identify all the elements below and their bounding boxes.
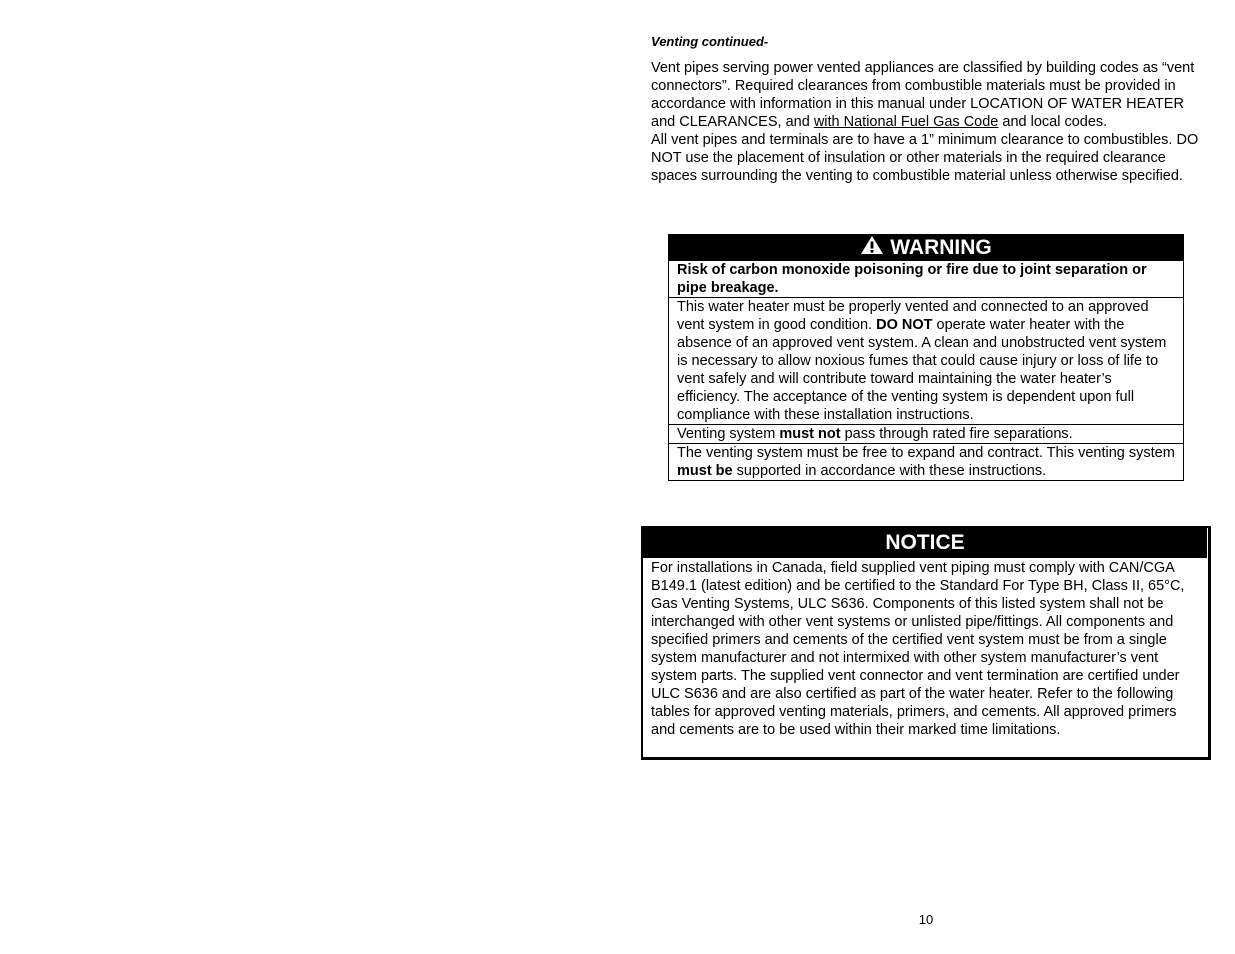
para1-text: Vent pipes serving power vented appliances are classified by building codes as “vent connectors”. Required clearances from combustible materials must be provided in accordance with information in this manual under LOCATION OF WATER HEATER and CLEARANCES, and [651, 60, 1195, 130]
section-heading: Venting continued- [651, 34, 769, 49]
warning-header [669, 235, 1183, 261]
warning-item1-post: operate water heater with the absence of an approved vent system. A clean and unobstructed vent system is necessary to allow noxious fumes that could cause injury or loss of life to vent safely and will contribute toward maintaining the water heater’s efficiency. The acceptance of the venting system is dependent upon full compliance with these installation instructions. [677, 317, 1167, 423]
warning-item-fire-separations [669, 424, 1183, 443]
warning-item2-bold: must not [779, 426, 841, 442]
notice-box [641, 526, 1211, 760]
page-number: 10 [918, 912, 934, 927]
warning-item2-post: pass through rated fire separations. [840, 426, 1073, 442]
warning-item1-bold: DO NOT [876, 317, 933, 333]
warning-item3-post: supported in accordance with these instructions. [732, 463, 1047, 479]
warning-title: WARNING [890, 236, 992, 259]
warning-triangle-icon [860, 235, 890, 262]
notice-title: NOTICE [643, 528, 1207, 558]
warning-item-expansion [669, 443, 1183, 480]
warning-item3-bold: must be [677, 463, 733, 479]
venting-section [651, 34, 1203, 194]
warning-item1-pre: This water heater must be properly vented and connected to an approved vent system in good condition. [677, 299, 1149, 333]
warning-item2-pre: Venting system [677, 426, 780, 442]
clearance-paragraph: All vent pipes and terminals are to have a 1” minimum clearance to combustibles. DO NOT use the placement of insulation or other materials in the required clearance spaces surrounding the venting to combustible material unless otherwise specified. [651, 132, 1199, 184]
warning-item-venting-required [669, 297, 1183, 424]
warning-hazard: Risk of carbon monoxide poisoning or fire due to joint separation or pipe breakage. [677, 262, 1147, 296]
vent-connectors-paragraph [651, 59, 1203, 131]
warning-item3-pre: The venting system must be free to expand and contract. This venting system [677, 445, 1175, 461]
para1-tail: and local codes. [998, 114, 1108, 130]
warning-box [668, 234, 1184, 481]
notice-text: For installations in Canada, field supplied vent piping must comply with CAN/CGA B149.1 (latest edition) and be certified to the Standard For Type BH, Class II, 65°C, Gas Venting Systems, ULC S636. Components of this listed system shall not be interchanged with other vent systems or unlisted pipe/fittings. All components and specified primers and cements of the certified vent system must be from a single system manufacturer and not intermixed with other system manufacturer’s vent system parts. The supplied vent connector and vent termination are certified under ULC S636 and are also certified as part of the water heater. Refer to the following tables for approved venting materials, primers, and cements. All approved primers and cements are to be used within their marked time limitations. [651, 560, 1185, 738]
national-fuel-gas-code-reference: with National Fuel Gas Code [813, 114, 999, 130]
